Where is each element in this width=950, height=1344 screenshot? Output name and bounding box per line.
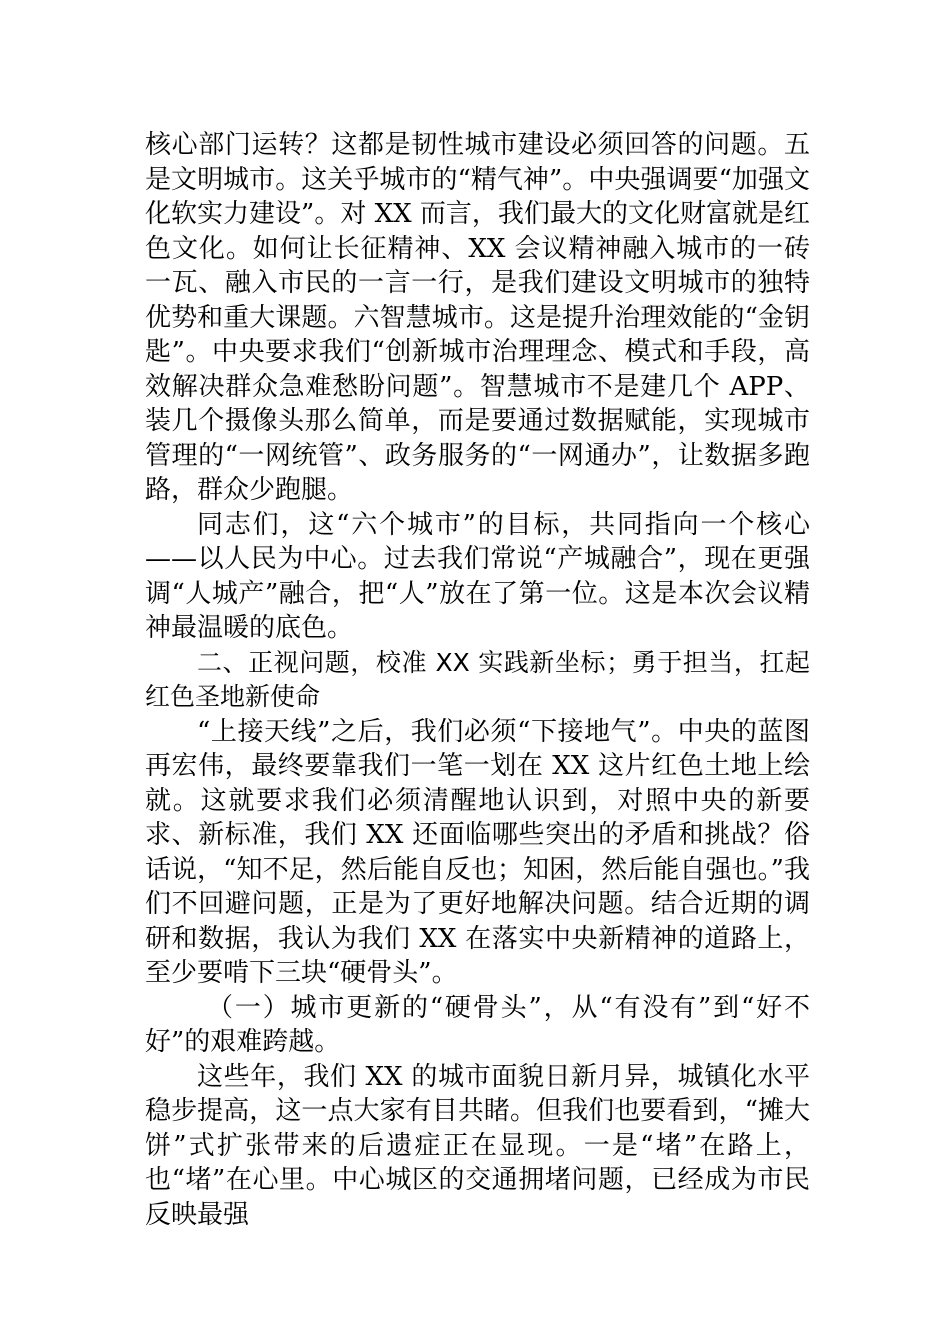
paragraph-six-cities-summary: 同志们，这“六个城市”的目标，共同指向一个核心——以人民为中心。过去我们常说“产城融合”，现在更强调“人城产”融合，把“人”放在了第一位。这是本次会议精神最温暖的底色。: [145, 509, 810, 643]
paragraph-urban-renewal: 这些年，我们 XX 的城市面貌日新月异，城镇化水平稳步提高，这一点大家有目共睹。但我们也要看到，“摊大饼”式扩张带来的后遗症正在显现。一是“堵”在路上，也“堵”在心里。中心城区的交通拥堵问题，已经成为市民反映最强: [145, 1061, 810, 1230]
document-body: [145, 128, 810, 1232]
paragraph-problems-intro: “上接天线”之后，我们必须“下接地气”。中央的蓝图再宏伟，最终要靠我们一笔一划在 XX 这片红色土地上绘就。这就要求我们必须清醒地认识到，对照中央的新要求、新标准，我们 XX 还面临哪些突出的矛盾和挑战？俗话说，“知不足，然后能自反也；知困，然后能自强也。”我们不回避问题，正是为了更好地解决问题。结合近期的调研和数据，我认为我们 XX 在落实中央新精神的道路上，至少要啃下三块“硬骨头”。: [145, 716, 810, 988]
section-heading-two: 二、正视问题，校准 XX 实践新坐标；勇于担当，扛起红色圣地新使命: [145, 647, 810, 711]
subsection-heading-urban-renewal: （一）城市更新的“硬骨头”，从“有没有”到“好不好”的艰难跨越。: [145, 992, 810, 1057]
paragraph-resilient-city-continued: 核心部门运转？这都是韧性城市建设必须回答的问题。五是文明城市。这关乎城市的“精气神”。中央强调要“加强文化软实力建设”。对 XX 而言，我们最大的文化财富就是红色文化。如何让长征精神、XX 会议精神融入城市的一砖一瓦、融入市民的一言一行，是我们建设文明城市的独特优势和重大课题。六智慧城市。这是提升治理效能的“金钥匙”。中央要求我们“创新城市治理理念、模式和手段，高效解决群众急难愁盼问题”。智慧城市不是建几个 APP、装几个摄像头那么简单，而是要通过数据赋能，实现城市管理的“一网统管”、政务服务的“一网通办”，让数据多跑路，群众少跑腿。: [145, 130, 810, 505]
